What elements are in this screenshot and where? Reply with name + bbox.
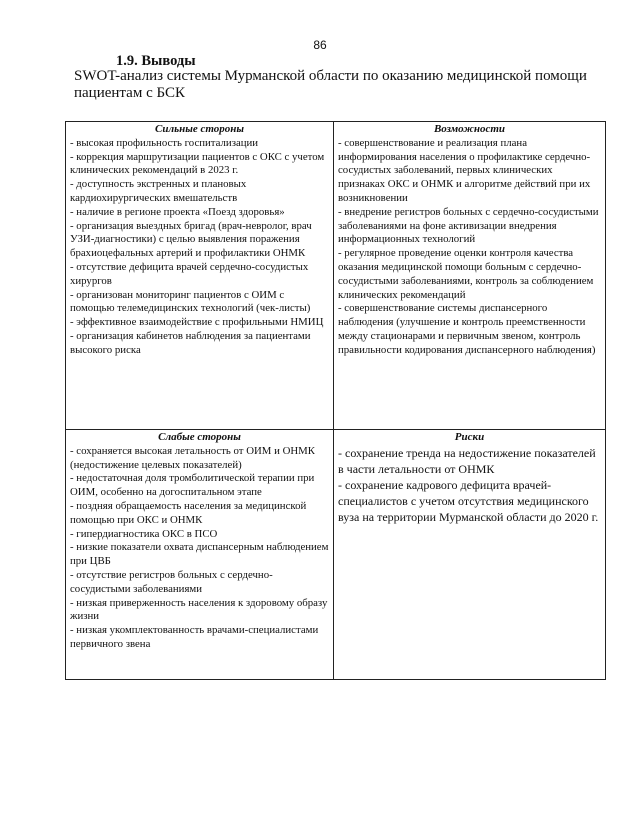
page-number: 86 [313,38,327,52]
list-item: - организован мониторинг пациентов с ОИМ с помощью телемедицинских технологий (чек-листы) [70,288,311,315]
swot-subtitle: SWOT-анализ системы Мурманской области по оказанию медицинской помощи пациентам с БСК [74,68,587,101]
list-item: - совершенствование и реализация плана информирования населения о профилактике сердечно-сосудистых заболеваний, первых клинических признаках ОКС и ОНМК и алгоритме действий при их возникновении [338,136,591,204]
list-item: - низкая укомплектованность врачами-специалистами первичного звена [70,624,319,650]
list-item: - эффективное взаимодействие с профильными НМИЦ [70,316,324,329]
list-item: - коррекция маршрутизации пациентов с ОКС с учетом клинических рекомендаций в 2023 г. [70,150,325,177]
list-item: - сохранение тренда на недостижение показателей в части летальности от ОНМК [338,445,596,476]
opportunities-cell [334,122,606,430]
list-item: - совершенствование системы диспансерного наблюдения (улучшение и контроль преемственности между стационарами и первичным звеном, контроль правильности кодирования диспансерного наблюдения) [338,302,596,356]
list-item: - внедрение регистров больных с сердечно-сосудистыми заболеваниями на фоне активизации внедрения информационных технологий [338,205,599,246]
list-item: - отсутствие дефицита врачей сердечно-сосудистых хирургов [70,260,309,287]
weaknesses-title: Слабые стороны [158,431,241,443]
list-item: - гипердиагностика ОКС в ПСО [70,527,218,540]
section-heading: 1.9. Выводы [116,53,196,69]
opportunities-title: Возможности [433,123,506,135]
list-item: - низкая приверженность населения к здоровому образу жизни [70,596,328,623]
list-item: - поздняя обращаемость населения за медицинской помощью при ОКС и ОНМК [70,499,307,526]
threats-list [338,445,601,525]
list-item: - сохраняется высокая летальность от ОИМ и ОНМК (недостижение целевых показателей) [70,444,315,471]
list-item: - наличие в регионе проекта «Поезд здоровья» [70,205,285,218]
opportunities-list [338,137,601,358]
list-item: - отсутствие регистров больных с сердечно-сосудистыми заболеваниями [70,568,273,595]
weaknesses-cell [66,430,334,680]
list-item: - низкие показатели охвата диспансерным наблюдением при ЦВБ [70,541,329,568]
list-item: - регулярное проведение оценки контроля качества оказания медицинской помощи больным с сердечно-сосудистыми заболеваниями, контроль за соблюдением клинических рекомендаций [338,247,594,301]
threats-cell [334,430,606,680]
list-item: - доступность экстренных и плановых кардиохирургических вмешательств [70,178,247,204]
strengths-cell [66,122,334,430]
threats-title: Риски [454,431,485,443]
list-item: - сохранение кадрового дефицита врачей-специалистов с учетом отсутствия медицинского вуза на территории Мурманской области до 2020 г. [338,477,599,524]
strengths-title: Сильные стороны [154,123,245,135]
swot-table [65,121,606,680]
list-item: - недостаточная доля тромболитической терапии при ОИМ, особенно на догоспитальном этапе [70,472,315,499]
strengths-list [70,137,329,358]
list-item: - организация выездных бригад (врач-невролог, врач УЗИ-диагностики) с целью выявления поражения брахиоцефальных артерий и профилактики ОНМК [70,219,312,260]
list-item: - организация кабинетов наблюдения за пациентами высокого риска [70,329,311,356]
list-item: - высокая профильность госпитализации [70,136,259,149]
weaknesses-list [70,445,329,652]
